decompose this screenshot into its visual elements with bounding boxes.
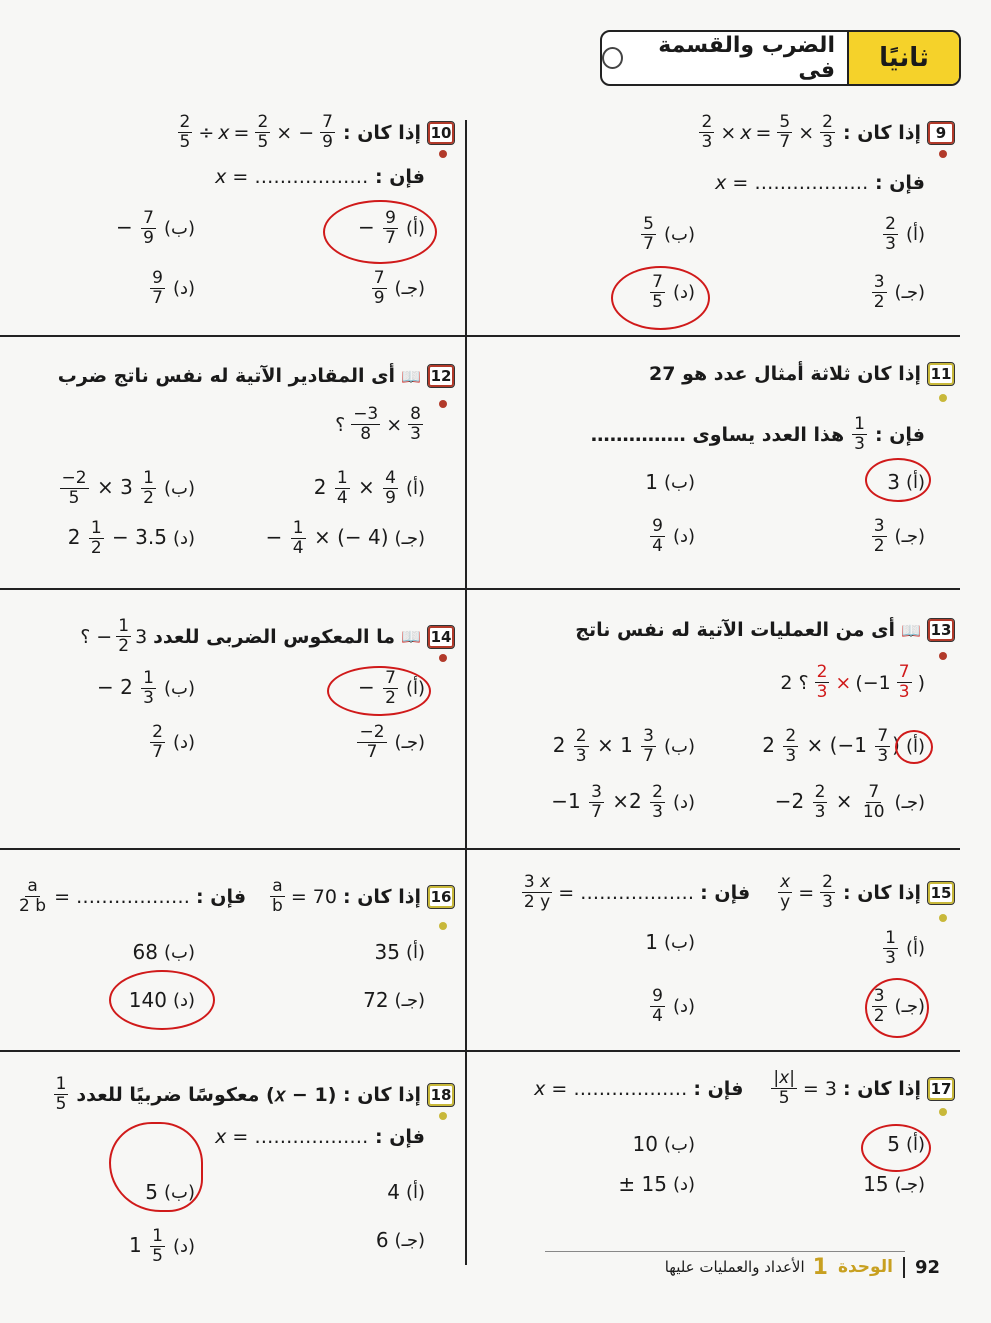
then-label: فإن : — [693, 1077, 744, 1100]
option-c[interactable]: (جـ) −2 $\frac{2}{3}$ × $\frac{7}{10}$ — [774, 782, 925, 822]
question-number: 11 — [927, 362, 955, 386]
option-d[interactable]: (د) $\frac{7}{5}$ — [652, 272, 695, 312]
page-footer — [545, 1248, 950, 1286]
option-a[interactable]: (أ) $\frac{1}{3}$ — [885, 928, 925, 968]
level-dot — [439, 654, 447, 662]
unit-number: 1 — [812, 1254, 828, 1280]
question-11: 11 إذا كان ثلاثة أمثال عدد هو 27 فإن : $\frac{1}{3}$ هذا العدد يساوى …………… (أ) 3 (ب) 1 (جـ) $\frac{3}{2}$ (د) $\frac{9}{4}$ — [515, 358, 955, 598]
question-9: 9 إذا كان : $\frac{2}{3}$ × x = $\frac{5}{7}$ × $\frac{2}{3}$ فإن : ……………… = x (أ) $\frac{2}{3}$ (ب) $\frac{5}{7}$ (جـ) $\frac{3}{2}$ (د) $\frac{7}{5}$ — [515, 108, 955, 348]
option-c[interactable]: (جـ) $\frac{7}{9}$ — [373, 268, 425, 308]
level-dot — [939, 150, 947, 158]
answer-blank: ……………… = x — [534, 1077, 688, 1100]
option-d[interactable]: (د) −1 $\frac{3}{7}$ ×2 $\frac{2}{3}$ — [551, 782, 695, 822]
answer-blank: ……………… = x — [715, 172, 869, 194]
option-c[interactable]: (جـ) − $\frac{1}{4}$ × (− 4) — [265, 518, 425, 558]
option-a[interactable]: (أ) 2 $\frac{1}{4}$ × $\frac{4}{9}$ — [313, 468, 425, 508]
option-c[interactable]: (جـ) 6 — [375, 1228, 425, 1252]
option-d[interactable]: (د) $\frac{9}{4}$ — [652, 516, 695, 556]
question-number: 12 — [427, 364, 455, 388]
option-b[interactable]: (ب) 2 $\frac{2}{3}$ × 1 $\frac{3}{7}$ — [552, 726, 695, 766]
then-label: فإن : — [196, 885, 247, 908]
option-a[interactable]: (أ) $\frac{2}{3}$ — [885, 214, 925, 254]
question-number: 18 — [427, 1083, 455, 1107]
level-dot — [439, 922, 447, 930]
column-divider — [465, 120, 467, 1265]
then-label: فإن : — [874, 172, 925, 194]
question-16: 16 إذا كان : $\frac{a}{b}$ = 70 فإن : $\frac{a}{2 b}$ = ……………… (أ) 35 (ب) 68 (جـ) 72 (د) 140 — [15, 870, 455, 1110]
question-10: 10 إذا كان : $\frac{2}{5}$ ÷ x = $\frac{2}{5}$ × − $\frac{7}{9}$ فإن : ……………… = x (أ) − $\frac{9}{7}$ (ب) − $\frac{7}{9}$ (جـ) $\frac{7}{9}$ (د) $\frac{9}{7}$ — [15, 108, 455, 348]
option-a[interactable]: (أ) − $\frac{7}{2}$ — [358, 668, 425, 708]
then-label: فإن : — [874, 423, 925, 446]
option-d[interactable]: (د) 1 $\frac{1}{5}$ — [129, 1226, 195, 1266]
section-title: الضرب والقسمة فى — [658, 33, 835, 83]
unit-title: الأعداد والعمليات عليها — [664, 1258, 805, 1276]
level-dot — [439, 400, 447, 408]
question-prefix: إذا كان : — [842, 1077, 921, 1100]
question-number: 9 — [927, 121, 955, 145]
question-17: 17 إذا كان : $\frac{|x|}{5}$ = 3 فإن : ……………… = x (أ) 5 (ب) 10 (جـ) 15 (د) ± 15 — [515, 1068, 955, 1308]
level-dot — [939, 1108, 947, 1116]
option-d[interactable]: (د) 140 — [128, 988, 195, 1012]
option-c[interactable]: (جـ) $\frac{3}{2}$ — [873, 516, 925, 556]
option-d[interactable]: (د) $\frac{9}{4}$ — [652, 986, 695, 1026]
option-c[interactable]: (جـ) $\frac{3}{2}$ — [873, 986, 925, 1026]
question-text: إذا كان : (𝑥 − 1) معكوسًا ضربيًا للعدد — [76, 1083, 421, 1106]
question-18: 18 إذا كان : (𝑥 − 1) معكوسًا ضربيًا للعدد $\frac{1}{5}$ فإن : ……………… = x (أ) 4 (ب) 5 (جـ) 6 (د) 1 $\frac{1}{5}$ — [15, 1068, 455, 1308]
question-15: 15 إذا كان : $\frac{x}{y}$ = $\frac{2}{3}$ فإن : $\frac{3 x}{2 y}$ = ……………… (أ) $\frac{1}{3}$ (ب) 1 (جـ) $\frac{3}{2}$ (د) $\frac{9}{4}$ — [515, 870, 955, 1110]
option-c[interactable]: (جـ) 15 — [863, 1172, 925, 1196]
question-prefix: إذا كان : — [342, 885, 421, 908]
question-12 — [15, 358, 455, 598]
question-number: 13 — [927, 618, 955, 642]
section-label: ثانيًا — [847, 32, 959, 84]
question-text: ما المعكوس الضربى للعدد — [153, 625, 396, 648]
option-a[interactable]: (أ) 2 $\frac{2}{3}$ × (−1 $\frac{7}{3}$ ) — [762, 726, 925, 766]
question-number: 10 — [427, 121, 455, 145]
then-label: فإن : — [374, 166, 425, 188]
question-text: أى من العمليات الآتية له نفس ناتج — [575, 619, 896, 641]
question-number: 16 — [427, 885, 455, 909]
option-a[interactable]: (أ) 4 — [387, 1180, 425, 1204]
option-a[interactable]: (أ) 5 — [887, 1132, 925, 1156]
option-b[interactable]: (ب) 1 — [645, 930, 695, 954]
question-rest: هذا العدد يساوى …………… — [590, 423, 845, 446]
question-expression: ؟ 2 $\frac{2}{3}$ × (−1 $\frac{7}{3}$ ) — [780, 662, 925, 702]
question-expression: ؟ $\frac{-3}{8}$ × $\frac{8}{3}$ — [335, 404, 421, 444]
search-bubble-icon — [602, 47, 623, 69]
question-number: 15 — [927, 881, 955, 905]
option-a[interactable]: (أ) 3 — [887, 470, 925, 494]
question-14: 14 📖 ما المعكوس الضربى للعدد 3 $\frac{1}{2}$ − ؟ (أ) − $\frac{7}{2}$ (ب) − 2 $\frac{1}{3}$ (جـ) $\frac{-2}{7}$ (د) $\frac{2}{7}$ — [15, 612, 455, 852]
answer-blank: ……………… = x — [215, 1126, 369, 1148]
question-prefix: إذا كان : — [842, 881, 921, 904]
option-d[interactable]: (د) 2 $\frac{1}{2}$ − 3.5 — [67, 518, 195, 558]
question-text: إذا كان ثلاثة أمثال عدد هو 27 — [649, 363, 921, 385]
question-prefix: إذا كان : — [342, 121, 421, 144]
book-icon: 📖 — [401, 627, 421, 646]
book-icon: 📖 — [401, 366, 421, 386]
option-b[interactable]: (ب) 10 — [632, 1132, 695, 1156]
answer-blank: ……………… = x — [215, 166, 369, 188]
question-prefix: إذا كان : — [842, 121, 921, 144]
then-label: فإن : — [700, 881, 751, 904]
page-number: 92 — [903, 1257, 950, 1278]
section-header — [600, 30, 961, 86]
unit-label: الوحدة — [837, 1257, 893, 1277]
option-d[interactable]: (د) ± 15 — [618, 1172, 695, 1196]
option-b[interactable]: (ب) 68 — [132, 940, 195, 964]
option-c[interactable]: (جـ) 72 — [363, 988, 425, 1012]
question-number: 14 — [427, 625, 455, 649]
level-dot — [939, 652, 947, 660]
level-dot — [939, 914, 947, 922]
option-c[interactable]: (جـ) $\frac{3}{2}$ — [873, 272, 925, 312]
level-dot — [439, 1112, 447, 1120]
then-label: فإن : — [374, 1126, 425, 1148]
option-b[interactable]: (ب) 1 — [645, 470, 695, 494]
option-c[interactable]: (جـ) $\frac{-2}{7}$ — [359, 722, 425, 762]
book-icon: 📖 — [901, 620, 921, 640]
option-a[interactable]: (أ) − $\frac{9}{7}$ — [358, 208, 425, 248]
level-dot — [439, 150, 447, 158]
question-text: أى المقادير الآتية له نفس ناتج ضرب — [57, 365, 396, 387]
option-a[interactable]: (أ) 35 — [374, 940, 425, 964]
option-d[interactable]: (د) $\frac{9}{7}$ — [152, 268, 195, 308]
question-13 — [515, 612, 955, 852]
option-b[interactable]: (ب) − 2 $\frac{1}{3}$ — [96, 668, 195, 708]
question-number: 17 — [927, 1077, 955, 1101]
option-b[interactable]: (ب) $\frac{5}{7}$ — [643, 214, 695, 254]
level-dot — [939, 394, 947, 402]
option-b[interactable]: (ب) − $\frac{7}{9}$ — [116, 208, 195, 248]
option-b[interactable]: (ب) 5 — [145, 1180, 195, 1204]
option-d[interactable]: (د) $\frac{2}{7}$ — [152, 722, 195, 762]
option-b[interactable]: (ب) $\frac{-2}{5}$ × 3 $\frac{1}{2}$ — [61, 468, 195, 508]
